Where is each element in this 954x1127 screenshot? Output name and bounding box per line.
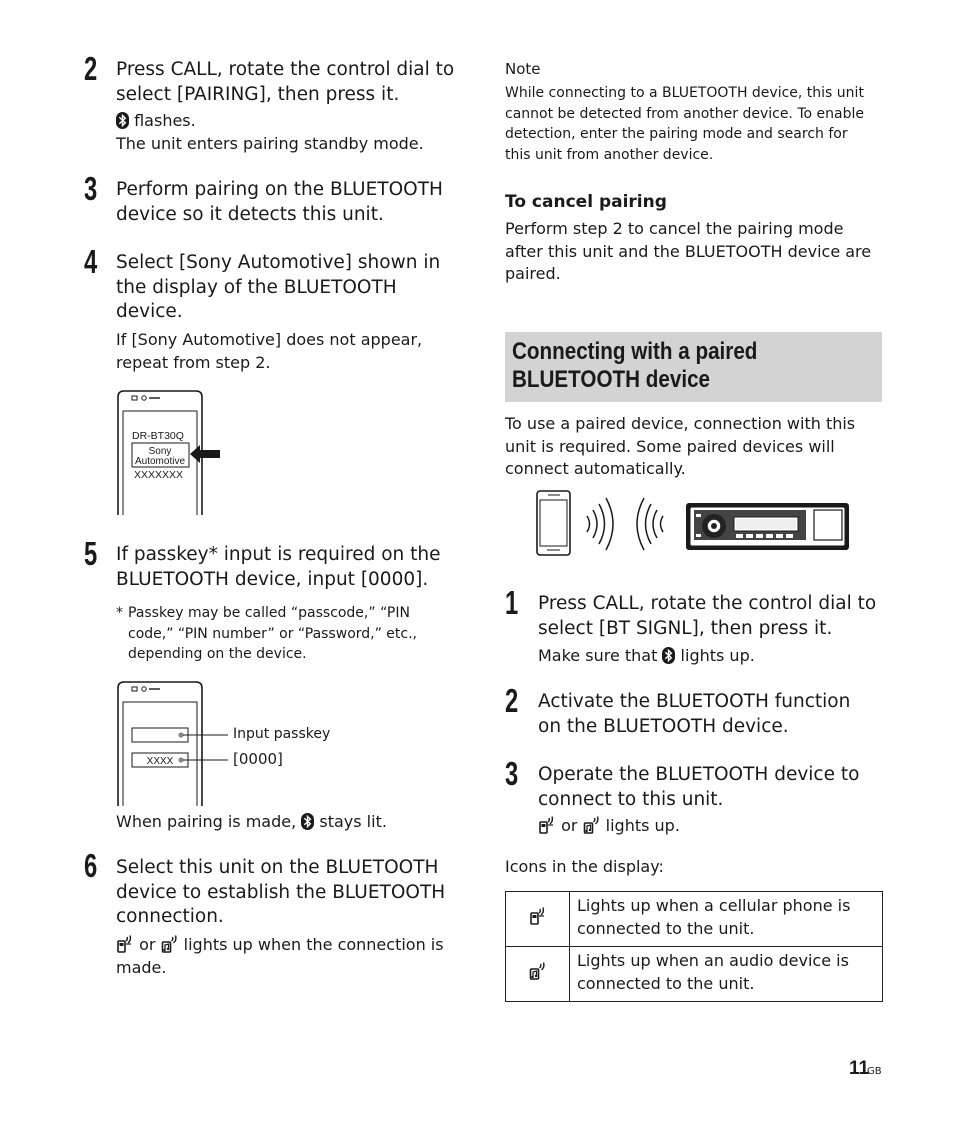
step-2-title-line2: select [PAIRING], then press it. (116, 83, 400, 105)
pairing-made-before: When pairing is made, (116, 812, 297, 831)
cancel-line3: paired. (505, 264, 561, 283)
table-row (506, 892, 883, 947)
step-5-footnote (128, 603, 417, 665)
table-text-cell (570, 947, 883, 1002)
section-intro (505, 413, 855, 481)
bluetooth-icon (116, 112, 129, 129)
table-row1-line2: connected to the unit. (577, 918, 755, 938)
step-4-number: 4 (84, 243, 98, 280)
step-4-body (116, 329, 422, 374)
phone-bt-icon (538, 816, 556, 834)
phone-bt-icon (529, 907, 547, 925)
right-step-3-title-line1: Operate the BLUETOOTH device to (538, 764, 860, 785)
right-step-3-body-or: or (561, 816, 578, 835)
step-4-body-line2: repeat from step 2. (116, 352, 271, 372)
right-step-1-title-line1: Press CALL, rotate the control dial to (538, 593, 877, 614)
car-audio-unit-illustration (686, 503, 849, 550)
smartphone-illustration (537, 491, 570, 555)
pairing-made-text (116, 811, 387, 834)
table-text-cell (570, 892, 883, 947)
right-step-3-title (538, 763, 859, 812)
phone-bt-icon (116, 935, 134, 953)
right-step-2-title-line1: Activate the BLUETOOTH function (538, 691, 851, 712)
icons-table (505, 891, 883, 1002)
table-icon-cell (506, 892, 570, 947)
step-2-body-line1: flashes. (134, 111, 196, 130)
table-row (506, 947, 883, 1002)
step-5-title-line1: If passkey* input is required on the (116, 544, 441, 565)
section-title-line1: Connecting with a paired (512, 338, 758, 365)
step-6-body-or: or (139, 935, 156, 954)
right-step-3-title-line2: connect to this unit. (538, 788, 724, 810)
step-5-footnote-mark: * (116, 605, 123, 621)
step-3-title (116, 178, 443, 227)
phone1-item-automotive: Automotive (134, 456, 186, 467)
table-row2-line1: Lights up when an audio device is (577, 951, 849, 970)
step-6-title-line2: device to establish the BLUETOOTH (116, 881, 446, 903)
audio-bt-icon (583, 816, 601, 834)
phone-to-unit-connection-illustration (530, 486, 855, 562)
step-4-title-line3: device. (116, 301, 183, 322)
cancel-line2: after this unit and the BLUETOOTH device are (505, 241, 872, 261)
right-step-3-body-after: lights up. (605, 816, 680, 835)
step-2-body (116, 110, 424, 155)
table-icon-cell (506, 947, 570, 1002)
icons-label: Icons in the display: (505, 857, 664, 876)
right-step-1-body-before: Make sure that (538, 646, 658, 665)
table-row1-line1: Lights up when a cellular phone is (577, 896, 851, 915)
step-6-title-line3: connection. (116, 906, 224, 927)
phone-device-list-illustration (110, 385, 230, 515)
step-2-title (116, 58, 454, 107)
step-6-title (116, 856, 445, 930)
callout-input-passkey: Input passkey (233, 726, 331, 742)
step-2-number: 2 (84, 50, 98, 87)
signal-waves (587, 498, 663, 550)
step-5-title-line2: BLUETOOTH device, input [0000]. (116, 568, 429, 590)
step-5-number: 5 (84, 535, 98, 572)
step-4-title (116, 251, 440, 325)
cancel-line1: Perform step 2 to cancel the pairing mode (505, 219, 844, 238)
step-3-number: 3 (84, 170, 98, 207)
right-step-1-body (538, 645, 755, 668)
right-step-3-number: 3 (505, 755, 519, 792)
section-title (512, 338, 757, 394)
right-step-3-body (538, 815, 680, 838)
right-step-1-title (538, 592, 876, 641)
step-2-title-line1: Press CALL, rotate the control dial to (116, 59, 455, 80)
bluetooth-icon (301, 813, 314, 830)
phone1-item-other: XXXXXXX (134, 469, 184, 481)
page-number-suffix: GB (867, 1066, 882, 1077)
section-title-line2: BLUETOOTH device (512, 366, 711, 393)
step-6-body (116, 934, 444, 979)
right-step-1-number: 1 (505, 584, 519, 621)
note-line1: While connecting to a BLUETOOTH device, this unit (505, 85, 864, 101)
footnote-line2: code,” “PIN number” or “Password,” etc., (128, 625, 418, 642)
intro-line3: connect automatically. (505, 459, 686, 478)
audio-bt-icon (161, 935, 179, 953)
intro-line1: To use a paired device, connection with this (505, 414, 856, 433)
right-step-1-title-line2: select [BT SIGNL], then press it. (538, 617, 833, 639)
note-line2: cannot be detected from another device. To enable (505, 105, 864, 122)
right-step-2-number: 2 (505, 682, 519, 719)
step-3-title-line2: device so it detects this unit. (116, 203, 384, 225)
step-4-title-line2: the display of the BLUETOOTH (116, 276, 397, 298)
step-4-body-line1: If [Sony Automotive] does not appear, (116, 330, 423, 349)
cancel-pairing-heading: To cancel pairing (505, 192, 667, 212)
intro-line2: unit is required. Some paired devices will (505, 436, 835, 456)
phone2-field-value: XXXX (146, 756, 174, 767)
footnote-line1: Passkey may be called “passcode,” “PIN (128, 605, 410, 621)
step-6-title-line1: Select this unit on the BLUETOOTH (116, 857, 439, 878)
step-3-title-line1: Perform pairing on the BLUETOOTH (116, 179, 443, 200)
table-row2-line2: connected to the unit. (577, 973, 755, 993)
note-line4: this unit from another device. (505, 146, 714, 163)
page-number: 11 (849, 1058, 870, 1079)
audio-bt-icon (529, 962, 547, 980)
callout-0000: [0000] (233, 750, 283, 768)
note-label: Note (505, 60, 541, 78)
phone1-item-sony: Sony (148, 446, 172, 457)
footnote-line3: depending on the device. (128, 646, 307, 662)
step-6-number: 6 (84, 847, 98, 884)
step-6-body-rest: lights up when the connection is (183, 935, 444, 954)
right-step-2-title-line2: on the BLUETOOTH device. (538, 715, 789, 737)
pairing-made-after: stays lit. (319, 812, 387, 831)
right-step-2-title (538, 690, 850, 739)
step-2-body-line2: The unit enters pairing standby mode. (116, 133, 424, 153)
phone1-model-text: DR-BT30Q (132, 430, 184, 442)
bluetooth-icon (662, 647, 675, 664)
step-6-body-line2: made. (116, 957, 167, 977)
cancel-pairing-text (505, 218, 871, 286)
step-4-title-line1: Select [Sony Automotive] shown in (116, 252, 441, 273)
step-5-title (116, 543, 441, 592)
note-line3: detection, enter the pairing mode and search for (505, 126, 848, 142)
right-step-1-body-after: lights up. (680, 646, 755, 665)
note-text (505, 83, 864, 165)
